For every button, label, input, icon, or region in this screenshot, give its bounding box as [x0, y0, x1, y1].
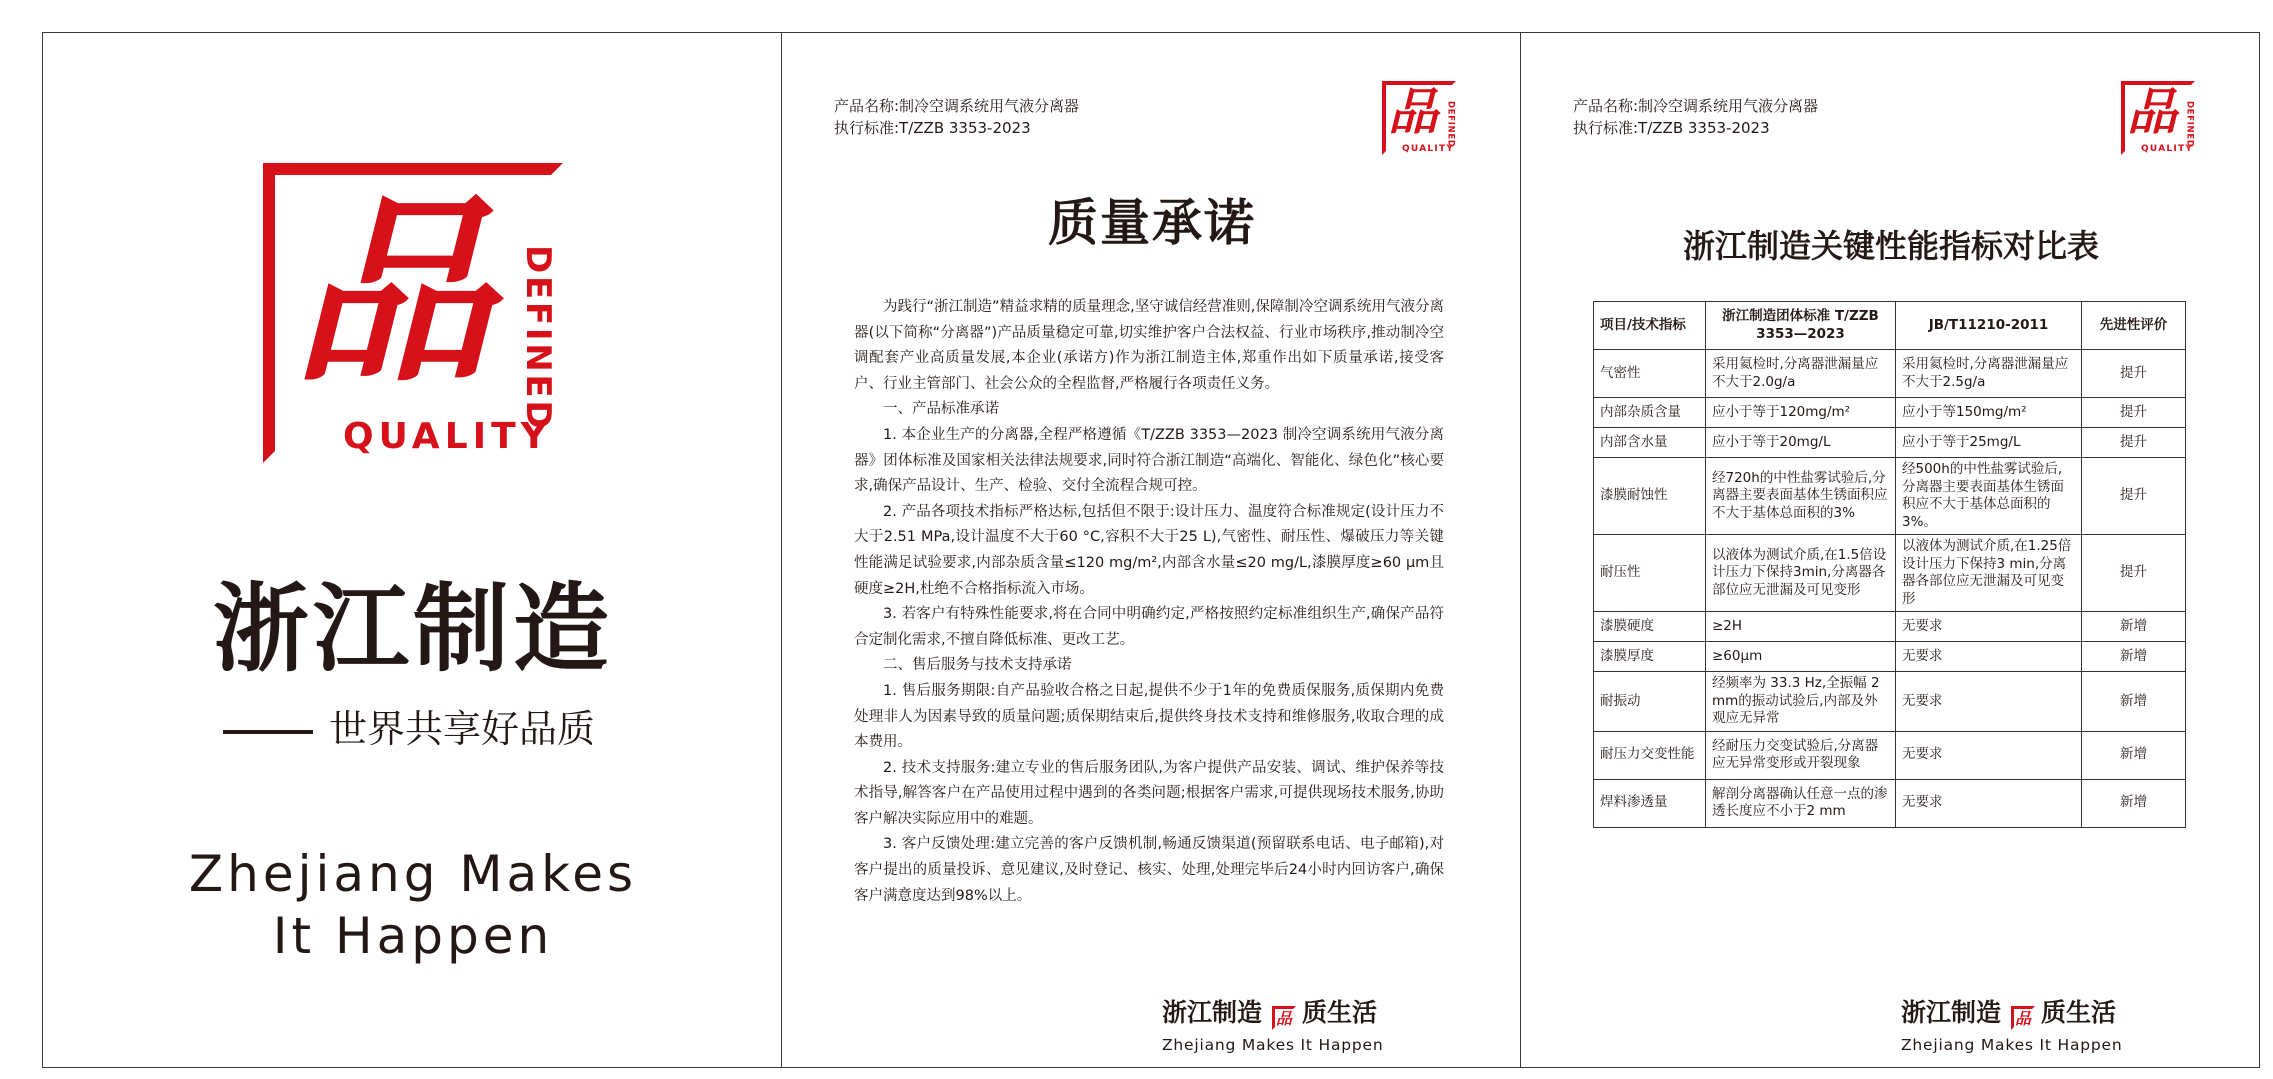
slogan-sub-cn [223, 698, 595, 753]
table-row [1594, 612, 2186, 642]
table-cell: 耐压力交变性能 [1594, 731, 1706, 779]
table-cell: 提升 [2082, 398, 2186, 428]
table-cell: ≥2H [1706, 612, 1896, 642]
section-heading: 二、售后服务与技术支持承诺 [883, 657, 1072, 674]
table-cell: 无要求 [1896, 642, 2082, 672]
table-cell: 新增 [2082, 672, 2186, 732]
slogan-cn: 浙江制造 [213, 573, 613, 685]
table-cell: 新增 [2082, 642, 2186, 672]
table-cell: 新增 [2082, 731, 2186, 779]
table-row [1594, 350, 2186, 398]
logo-glyph: 品 [1388, 82, 1438, 141]
footer-cn-left: 浙江制造 [1901, 998, 2002, 1027]
table-cell: 内部杂质含量 [1594, 398, 1706, 428]
section-heading: 一、产品标准承诺 [883, 401, 999, 418]
product-name: 产品名称:制冷空调系统用气液分离器 [1573, 97, 1819, 115]
page-title: 质量承诺 [1048, 194, 1256, 252]
table-cell: 内部含水量 [1594, 428, 1706, 458]
table-cell: 采用氦检时,分离器泄漏量应不大于2.0g/a [1706, 350, 1896, 398]
table-row [1594, 672, 2186, 732]
table-cell: 提升 [2082, 535, 2186, 612]
footer-brand [1901, 993, 2201, 1054]
table-cell: ≥60μm [1706, 642, 1896, 672]
logo-quality-text: QUALITY [2141, 144, 2194, 154]
paragraph: 2. 技术支持服务:建立专业的售后服务团队,为客户提供产品安装、调试、维护保养等技术指导,解答客户在产品使用过程中遇到的各类问题;根据客户需求,可提供现场技术服务,协助客户解决实际应用中的难题。 [854, 759, 1444, 827]
table-body [1594, 350, 2186, 828]
table-row [1594, 535, 2186, 612]
table-cell: 新增 [2082, 779, 2186, 827]
column-header: JB/T11210-2011 [1896, 302, 2082, 350]
logo-quality-text: QUALITY [343, 416, 552, 457]
footer-en: Zhejiang Makes It Happen [1901, 1036, 2123, 1054]
slogan-en-line1: Zhejiang Makes [188, 845, 638, 903]
table-row [1594, 428, 2186, 458]
table-cell: 提升 [2082, 428, 2186, 458]
footer-cn-right: 质生活 [1302, 998, 1378, 1027]
table-cell: 无要求 [1896, 612, 2082, 642]
mini-logo-icon: 品 [2011, 1006, 2035, 1030]
column-header: 先进性评价 [2082, 302, 2186, 350]
table-cell: 漆膜硬度 [1594, 612, 1706, 642]
table-cell: 无要求 [1896, 731, 2082, 779]
table-cell: 经500h的中性盐雾试验后,分离器主要表面基体生锈面积应不大于基体总面积的3%。 [1896, 458, 2082, 535]
table-cell: 气密性 [1594, 350, 1706, 398]
slogan-en-line2: It Happen [272, 907, 554, 965]
table-cell: 解剖分离器确认任意一点的渗透长度应不小于2 mm [1706, 779, 1896, 827]
table-row [1594, 398, 2186, 428]
product-info [1573, 95, 1818, 139]
table-cell: 以液体为测试介质,在1.5倍设计压力下保持3min,分离器各部位应无泄漏及可见变形 [1706, 535, 1896, 612]
table-cell: 焊料渗透量 [1594, 779, 1706, 827]
table-cell: 经720h的中性盐雾试验后,分离器主要表面基体生锈面积应不大于基体总面积的3% [1706, 458, 1896, 535]
table-cell: 无要求 [1896, 779, 2082, 827]
quality-logo [263, 163, 563, 463]
product-standard: 执行标准:T/ZZB 3353-2023 [1573, 119, 1770, 137]
table-header-row [1594, 302, 2186, 350]
footer-brand [1162, 993, 1462, 1054]
table-cell: 提升 [2082, 350, 2186, 398]
comparison-table [1593, 301, 2186, 828]
table-row [1594, 779, 2186, 827]
column-header: 浙江制造团体标准 T/ZZB 3353—2023 [1706, 302, 1896, 350]
logo-defined-text: DEFINED [2184, 101, 2195, 148]
paragraph: 为践行“浙江制造”精益求精的质量理念,坚守诚信经营准则,保障制冷空调系统用气液分离器(以下简称“分离器”)产品质量稳定可靠,切实维护客户合法权益、行业市场秩序,推动制冷空调配套产业高质量发展,本企业(承诺方)作为浙江制造主体,郑重作出如下质量承诺,接受客户、行业主管部门、社会公众的全程监督,严格履行各项责任义务。 [854, 299, 1444, 392]
footer-en: Zhejiang Makes It Happen [1162, 1036, 1384, 1054]
product-info [834, 95, 1079, 139]
table-title: 浙江制造关键性能指标对比表 [1682, 227, 2099, 265]
paragraph: 1. 本企业生产的分离器,全程严格遵循《T/ZZB 3353—2023 制冷空调系统用气液分离器》团体标准及国家相关法律法规要求,同时符合浙江制造“高端化、智能化、绿色化”核心要求,确保产品设计、生产、检验、交付全流程合规可控。 [854, 426, 1444, 495]
logo-defined-text: DEFINED [1445, 101, 1456, 148]
table-cell: 漆膜耐蚀性 [1594, 458, 1706, 535]
table-cell: 采用氦检时,分离器泄漏量应不大于2.5g/a [1896, 350, 2082, 398]
table-row [1594, 642, 2186, 672]
table-cell: 以液体为测试介质,在1.25倍设计压力下保持3 min,分离器各部位应无泄漏及可见变形 [1896, 535, 2082, 612]
footer-cn-right: 质生活 [2041, 998, 2117, 1027]
table-cell: 应小于等于20mg/L [1706, 428, 1896, 458]
table-row [1594, 731, 2186, 779]
paragraph: 2. 产品各项技术指标严格达标,包括但不限于:设计压力、温度符合标准规定(设计压力不大于2.51 MPa,设计温度不大于60 °C,容积不大于25 L),气密性、耐压性、爆破压力等关键性能满足试验要求,内部杂质含量≤120 mg/m²,内部含水量≤20 mg/L,漆膜厚度≥60 μm且硬度≥2H,杜绝不合格指标流入市场。 [854, 503, 1444, 597]
table-row [1594, 458, 2186, 535]
dash-divider [223, 730, 313, 734]
quality-logo-small [1382, 81, 1456, 155]
table-cell: 新增 [2082, 612, 2186, 642]
table-cell: 提升 [2082, 458, 2186, 535]
footer-cn [1162, 993, 1462, 1030]
table-cell: 应小于等150mg/m² [1896, 398, 2082, 428]
column-header: 项目/技术指标 [1594, 302, 1706, 350]
table-cell: 经频率为 33.3 Hz,全振幅 2 mm的振动试验后,内部及外观应无异常 [1706, 672, 1896, 732]
table-cell: 漆膜厚度 [1594, 642, 1706, 672]
quality-commitment-panel [781, 32, 1521, 1068]
logo-glyph: 品 [293, 175, 494, 410]
footer-cn-left: 浙江制造 [1162, 998, 1263, 1027]
table-cell: 经耐压力交变试验后,分离器应无异常变形或开裂现象 [1706, 731, 1896, 779]
comparison-table-panel [1520, 32, 2260, 1068]
table-cell: 应小于等于25mg/L [1896, 428, 2082, 458]
logo-quality-text: QUALITY [1402, 144, 1455, 154]
logo-glyph: 品 [2127, 82, 2177, 141]
product-standard: 执行标准:T/ZZB 3353-2023 [834, 119, 1031, 137]
logo-defined-text: DEFINED [518, 245, 558, 432]
table-cell: 耐压性 [1594, 535, 1706, 612]
slogan-sub-cn-text: 世界共享好品质 [329, 707, 596, 751]
paragraph: 1. 售后服务期限:自产品验收合格之日起,提供不少于1年的免费质保服务,质保期内免费处理非人为因素导致的质量问题;质保期结束后,提供终身技术支持和维修服务,收取合理的成本费用。 [854, 682, 1444, 751]
quality-logo-small [2121, 81, 2195, 155]
slogan-en [43, 843, 782, 967]
paragraph: 3. 客户反馈处理:建立完善的客户反馈机制,畅通反馈渠道(预留联系电话、电子邮箱),对客户提出的质量投诉、意见建议,及时登记、核实、处理,处理完毕后24小时内回访客户,确保客户满意度达到98%以上。 [854, 836, 1444, 904]
footer-cn [1901, 993, 2201, 1030]
commitment-text [854, 295, 1444, 909]
paragraph: 3. 若客户有特殊性能要求,将在合同中明确约定,严格按照约定标准组织生产,确保产品符合定制化需求,不擅自降低标准、更改工艺。 [854, 606, 1444, 648]
mini-logo-icon: 品 [1272, 1006, 1296, 1030]
table-cell: 应小于等于120mg/m² [1706, 398, 1896, 428]
product-name: 产品名称:制冷空调系统用气液分离器 [834, 97, 1080, 115]
table-cell: 无要求 [1896, 672, 2082, 732]
brand-cover-panel [42, 32, 782, 1068]
table-cell: 耐振动 [1594, 672, 1706, 732]
